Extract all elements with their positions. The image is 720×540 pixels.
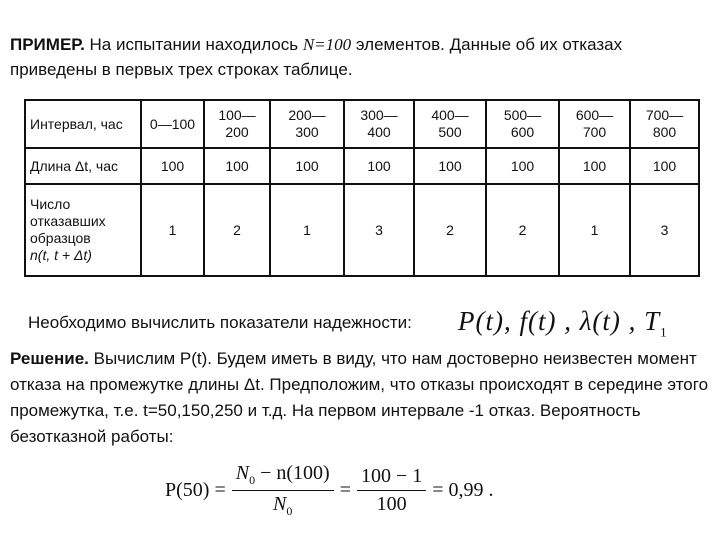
interval-cell: 100— 200 xyxy=(204,100,270,148)
row-header-interval: Интервал, час xyxy=(25,100,141,148)
fraction-numeric: $\frac{100 - 1}{100}$ xyxy=(357,465,426,516)
interval-cell: 300— 400 xyxy=(344,100,414,148)
row-header-failures: Число отказавших образцов n(t, t + Δt) xyxy=(25,184,141,276)
failures-cell: 3 xyxy=(344,184,414,276)
failures-cell: 2 xyxy=(486,184,559,276)
fraction-general: $\frac{N_0 - n(100)}{N_0}$ xyxy=(232,462,334,519)
formula-result: = 0,99 . xyxy=(432,479,494,501)
length-cell: 100 xyxy=(630,148,699,184)
formula-equals: = xyxy=(339,479,351,501)
failure-data-table xyxy=(24,99,700,277)
interval-cell: 700— 800 xyxy=(630,100,699,148)
probability-formula xyxy=(165,462,494,519)
length-cell: 100 xyxy=(344,148,414,184)
length-cell: 100 xyxy=(204,148,270,184)
length-cell: 100 xyxy=(414,148,486,184)
intro-text-2: элементов. Данные об их отказах приведены в первых трех строках таблице. xyxy=(10,35,623,79)
length-cell: 100 xyxy=(486,148,559,184)
interval-cell: 400— 500 xyxy=(414,100,486,148)
solution-text: Вычислим P(t). Будем иметь в виду, что нам достоверно неизвестен момент отказа на промежутке длины Δt. Предположим, что отказы происходят в середине этого промежутка, т.е. t=50,150,250 и т.д. На первом интервале -1 отказ. Вероятность безотказной работы: xyxy=(10,349,709,446)
table-row-interval xyxy=(25,100,699,148)
length-cell: 100 xyxy=(141,148,204,184)
solution-paragraph xyxy=(10,346,715,450)
formula-lhs: P(50) = xyxy=(165,479,226,501)
row-header-length: Длина Δt, час xyxy=(25,148,141,184)
length-cell: 100 xyxy=(270,148,344,184)
length-cell: 100 xyxy=(559,148,630,184)
intro-text-1: На испытании находилось xyxy=(84,35,303,54)
task-statement: Необходимо вычислить показатели надежности: xyxy=(28,313,412,332)
interval-cell: 600— 700 xyxy=(559,100,630,148)
table-row-length xyxy=(25,148,699,184)
intro-paragraph xyxy=(10,32,710,82)
failures-cell: 1 xyxy=(270,184,344,276)
example-label: ПРИМЕР. xyxy=(10,35,85,54)
failures-cell: 1 xyxy=(559,184,630,276)
interval-cell: 500— 600 xyxy=(486,100,559,148)
table-row-failures xyxy=(25,184,699,276)
solution-label: Решение. xyxy=(10,349,89,368)
interval-cell: 0—100 xyxy=(141,100,204,148)
failures-cell: 3 xyxy=(630,184,699,276)
failures-cell: 2 xyxy=(204,184,270,276)
reliability-indicators: P(t), f(t) , λ(t) , $T_1$ xyxy=(458,306,668,340)
failures-cell: 1 xyxy=(141,184,204,276)
failures-cell: 2 xyxy=(414,184,486,276)
n-value: N=100 xyxy=(302,35,352,54)
interval-cell: 200— 300 xyxy=(270,100,344,148)
